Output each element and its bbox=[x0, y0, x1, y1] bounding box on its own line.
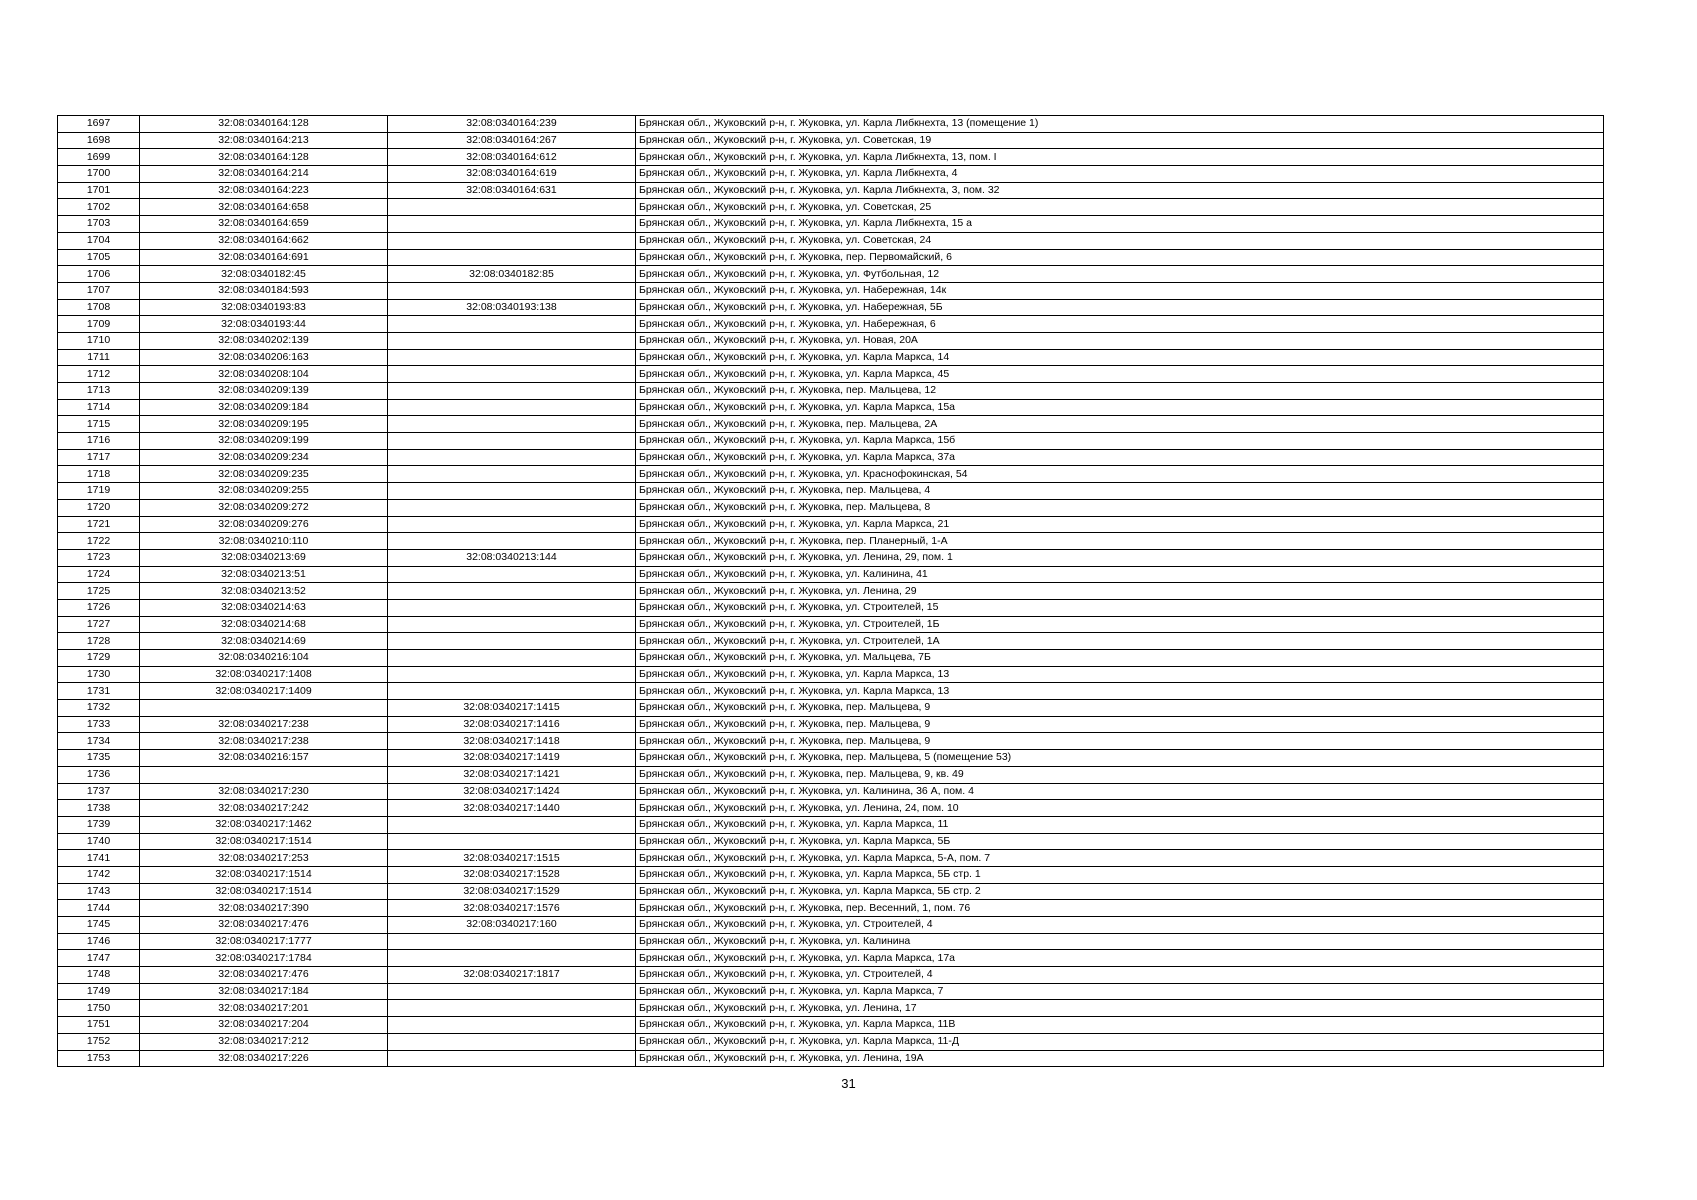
address-cell: Брянская обл., Жуковский р-н, г. Жуковка, пер. Мальцева, 9 bbox=[636, 733, 1604, 750]
address-cell: Брянская обл., Жуковский р-н, г. Жуковка, ул. Строителей, 4 bbox=[636, 917, 1604, 934]
object-cadastral-number-cell bbox=[388, 349, 636, 366]
object-cadastral-number-cell bbox=[388, 933, 636, 950]
row-number-cell: 1751 bbox=[58, 1017, 140, 1034]
cadastral-number-cell: 32:08:0340164:213 bbox=[140, 132, 388, 149]
cadastral-number-cell: 32:08:0340217:1514 bbox=[140, 883, 388, 900]
row-number-cell: 1709 bbox=[58, 316, 140, 333]
row-number-cell: 1749 bbox=[58, 983, 140, 1000]
row-number-cell: 1707 bbox=[58, 282, 140, 299]
address-cell: Брянская обл., Жуковский р-н, г. Жуковка, пер. Мальцева, 9 bbox=[636, 700, 1604, 717]
table-row bbox=[58, 917, 1604, 934]
address-cell: Брянская обл., Жуковский р-н, г. Жуковка, ул. Краснофокинская, 54 bbox=[636, 466, 1604, 483]
table-row bbox=[58, 483, 1604, 500]
row-number-cell: 1710 bbox=[58, 332, 140, 349]
address-cell: Брянская обл., Жуковский р-н, г. Жуковка, ул. Строителей, 15 bbox=[636, 599, 1604, 616]
object-cadastral-number-cell bbox=[388, 566, 636, 583]
row-number-cell: 1723 bbox=[58, 549, 140, 566]
row-number-cell: 1738 bbox=[58, 800, 140, 817]
table-row bbox=[58, 716, 1604, 733]
cadastral-number-cell: 32:08:0340164:659 bbox=[140, 216, 388, 233]
table-row bbox=[58, 983, 1604, 1000]
object-cadastral-number-cell bbox=[388, 816, 636, 833]
address-cell: Брянская обл., Жуковский р-н, г. Жуковка, ул. Калинина bbox=[636, 933, 1604, 950]
object-cadastral-number-cell: 32:08:0340217:1576 bbox=[388, 900, 636, 917]
row-number-cell: 1744 bbox=[58, 900, 140, 917]
row-number-cell: 1734 bbox=[58, 733, 140, 750]
object-cadastral-number-cell: 32:08:0340217:1424 bbox=[388, 783, 636, 800]
object-cadastral-number-cell: 32:08:0340217:1529 bbox=[388, 883, 636, 900]
table-row bbox=[58, 232, 1604, 249]
table-row bbox=[58, 833, 1604, 850]
table-row bbox=[58, 132, 1604, 149]
address-cell: Брянская обл., Жуковский р-н, г. Жуковка, ул. Строителей, 1А bbox=[636, 633, 1604, 650]
cadastral-number-cell bbox=[140, 700, 388, 717]
address-cell: Брянская обл., Жуковский р-н, г. Жуковка, ул. Карла Маркса, 13 bbox=[636, 666, 1604, 683]
cadastral-number-cell: 32:08:0340184:593 bbox=[140, 282, 388, 299]
table-row bbox=[58, 349, 1604, 366]
row-number-cell: 1699 bbox=[58, 149, 140, 166]
address-cell: Брянская обл., Жуковский р-н, г. Жуковка, ул. Ленина, 29 bbox=[636, 583, 1604, 600]
table-row bbox=[58, 282, 1604, 299]
row-number-cell: 1732 bbox=[58, 700, 140, 717]
object-cadastral-number-cell bbox=[388, 683, 636, 700]
object-cadastral-number-cell bbox=[388, 516, 636, 533]
object-cadastral-number-cell bbox=[388, 249, 636, 266]
table-row bbox=[58, 683, 1604, 700]
table-row bbox=[58, 1017, 1604, 1034]
row-number-cell: 1698 bbox=[58, 132, 140, 149]
object-cadastral-number-cell: 32:08:0340217:1416 bbox=[388, 716, 636, 733]
address-cell: Брянская обл., Жуковский р-н, г. Жуковка, пер. Весенний, 1, пом. 76 bbox=[636, 900, 1604, 917]
cadastral-number-cell: 32:08:0340214:69 bbox=[140, 633, 388, 650]
cadastral-number-cell: 32:08:0340209:234 bbox=[140, 449, 388, 466]
row-number-cell: 1730 bbox=[58, 666, 140, 683]
address-cell: Брянская обл., Жуковский р-н, г. Жуковка, ул. Карла Либкнехта, 15 а bbox=[636, 216, 1604, 233]
row-number-cell: 1724 bbox=[58, 566, 140, 583]
row-number-cell: 1729 bbox=[58, 650, 140, 667]
property-table-body bbox=[58, 116, 1604, 1067]
object-cadastral-number-cell bbox=[388, 983, 636, 1000]
table-row bbox=[58, 266, 1604, 283]
address-cell: Брянская обл., Жуковский р-н, г. Жуковка, ул. Карла Маркса, 11-Д bbox=[636, 1033, 1604, 1050]
table-row bbox=[58, 583, 1604, 600]
cadastral-number-cell: 32:08:0340208:104 bbox=[140, 366, 388, 383]
object-cadastral-number-cell bbox=[388, 332, 636, 349]
row-number-cell: 1731 bbox=[58, 683, 140, 700]
table-row bbox=[58, 933, 1604, 950]
object-cadastral-number-cell: 32:08:0340164:631 bbox=[388, 182, 636, 199]
table-row bbox=[58, 1000, 1604, 1017]
table-row bbox=[58, 533, 1604, 550]
row-number-cell: 1742 bbox=[58, 866, 140, 883]
table-row bbox=[58, 499, 1604, 516]
object-cadastral-number-cell: 32:08:0340217:160 bbox=[388, 917, 636, 934]
page-number: 31 bbox=[841, 1076, 856, 1091]
table-row bbox=[58, 616, 1604, 633]
address-cell: Брянская обл., Жуковский р-н, г. Жуковка, ул. Строителей, 4 bbox=[636, 967, 1604, 984]
row-number-cell: 1743 bbox=[58, 883, 140, 900]
row-number-cell: 1706 bbox=[58, 266, 140, 283]
cadastral-number-cell: 32:08:0340209:184 bbox=[140, 399, 388, 416]
address-cell: Брянская обл., Жуковский р-н, г. Жуковка, ул. Карла Маркса, 5Б стр. 2 bbox=[636, 883, 1604, 900]
table-row bbox=[58, 900, 1604, 917]
cadastral-number-cell: 32:08:0340217:1409 bbox=[140, 683, 388, 700]
table-row bbox=[58, 666, 1604, 683]
row-number-cell: 1739 bbox=[58, 816, 140, 833]
row-number-cell: 1735 bbox=[58, 750, 140, 767]
row-number-cell: 1700 bbox=[58, 166, 140, 183]
address-cell: Брянская обл., Жуковский р-н, г. Жуковка, пер. Мальцева, 4 bbox=[636, 483, 1604, 500]
cadastral-number-cell bbox=[140, 766, 388, 783]
row-number-cell: 1750 bbox=[58, 1000, 140, 1017]
row-number-cell: 1703 bbox=[58, 216, 140, 233]
cadastral-number-cell: 32:08:0340217:1777 bbox=[140, 933, 388, 950]
object-cadastral-number-cell bbox=[388, 199, 636, 216]
address-cell: Брянская обл., Жуковский р-н, г. Жуковка, ул. Строителей, 1Б bbox=[636, 616, 1604, 633]
object-cadastral-number-cell bbox=[388, 466, 636, 483]
cadastral-number-cell: 32:08:0340209:272 bbox=[140, 499, 388, 516]
address-cell: Брянская обл., Жуковский р-н, г. Жуковка, ул. Карла Маркса, 11 bbox=[636, 816, 1604, 833]
row-number-cell: 1740 bbox=[58, 833, 140, 850]
address-cell: Брянская обл., Жуковский р-н, г. Жуковка, ул. Набережная, 6 bbox=[636, 316, 1604, 333]
table-row bbox=[58, 166, 1604, 183]
row-number-cell: 1704 bbox=[58, 232, 140, 249]
table-row bbox=[58, 783, 1604, 800]
object-cadastral-number-cell bbox=[388, 950, 636, 967]
object-cadastral-number-cell: 32:08:0340217:1419 bbox=[388, 750, 636, 767]
cadastral-number-cell: 32:08:0340209:255 bbox=[140, 483, 388, 500]
row-number-cell: 1747 bbox=[58, 950, 140, 967]
cadastral-number-cell: 32:08:0340217:390 bbox=[140, 900, 388, 917]
address-cell: Брянская обл., Жуковский р-н, г. Жуковка, ул. Футбольная, 12 bbox=[636, 266, 1604, 283]
object-cadastral-number-cell: 32:08:0340193:138 bbox=[388, 299, 636, 316]
cadastral-number-cell: 32:08:0340209:276 bbox=[140, 516, 388, 533]
cadastral-number-cell: 32:08:0340193:83 bbox=[140, 299, 388, 316]
table-row bbox=[58, 116, 1604, 133]
row-number-cell: 1711 bbox=[58, 349, 140, 366]
row-number-cell: 1717 bbox=[58, 449, 140, 466]
address-cell: Брянская обл., Жуковский р-н, г. Жуковка, ул. Карла Либкнехта, 13 (помещение 1) bbox=[636, 116, 1604, 133]
table-row bbox=[58, 850, 1604, 867]
table-row bbox=[58, 216, 1604, 233]
cadastral-number-cell: 32:08:0340217:201 bbox=[140, 1000, 388, 1017]
table-row bbox=[58, 733, 1604, 750]
object-cadastral-number-cell bbox=[388, 499, 636, 516]
cadastral-number-cell: 32:08:0340214:63 bbox=[140, 599, 388, 616]
object-cadastral-number-cell: 32:08:0340164:612 bbox=[388, 149, 636, 166]
object-cadastral-number-cell bbox=[388, 383, 636, 400]
row-number-cell: 1721 bbox=[58, 516, 140, 533]
address-cell: Брянская обл., Жуковский р-н, г. Жуковка, пер. Первомайский, 6 bbox=[636, 249, 1604, 266]
cadastral-number-cell: 32:08:0340214:68 bbox=[140, 616, 388, 633]
address-cell: Брянская обл., Жуковский р-н, г. Жуковка, ул. Набережная, 14к bbox=[636, 282, 1604, 299]
property-table bbox=[57, 115, 1604, 1067]
table-row bbox=[58, 1033, 1604, 1050]
object-cadastral-number-cell bbox=[388, 483, 636, 500]
row-number-cell: 1720 bbox=[58, 499, 140, 516]
address-cell: Брянская обл., Жуковский р-н, г. Жуковка, ул. Карла Либкнехта, 4 bbox=[636, 166, 1604, 183]
cadastral-number-cell: 32:08:0340193:44 bbox=[140, 316, 388, 333]
object-cadastral-number-cell bbox=[388, 1000, 636, 1017]
row-number-cell: 1753 bbox=[58, 1050, 140, 1067]
row-number-cell: 1726 bbox=[58, 599, 140, 616]
address-cell: Брянская обл., Жуковский р-н, г. Жуковка, ул. Карла Маркса, 11В bbox=[636, 1017, 1604, 1034]
row-number-cell: 1716 bbox=[58, 433, 140, 450]
table-row bbox=[58, 449, 1604, 466]
address-cell: Брянская обл., Жуковский р-н, г. Жуковка, ул. Карла Либкнехта, 3, пом. 32 bbox=[636, 182, 1604, 199]
cadastral-number-cell: 32:08:0340216:104 bbox=[140, 650, 388, 667]
cadastral-number-cell: 32:08:0340164:128 bbox=[140, 116, 388, 133]
table-row bbox=[58, 566, 1604, 583]
object-cadastral-number-cell: 32:08:0340182:85 bbox=[388, 266, 636, 283]
address-cell: Брянская обл., Жуковский р-н, г. Жуковка, ул. Набережная, 5Б bbox=[636, 299, 1604, 316]
cadastral-number-cell: 32:08:0340217:212 bbox=[140, 1033, 388, 1050]
object-cadastral-number-cell: 32:08:0340217:1415 bbox=[388, 700, 636, 717]
cadastral-number-cell: 32:08:0340209:235 bbox=[140, 466, 388, 483]
cadastral-number-cell: 32:08:0340217:253 bbox=[140, 850, 388, 867]
object-cadastral-number-cell: 32:08:0340217:1421 bbox=[388, 766, 636, 783]
object-cadastral-number-cell bbox=[388, 399, 636, 416]
cadastral-number-cell: 32:08:0340213:69 bbox=[140, 549, 388, 566]
cadastral-number-cell: 32:08:0340217:238 bbox=[140, 733, 388, 750]
object-cadastral-number-cell: 32:08:0340217:1418 bbox=[388, 733, 636, 750]
address-cell: Брянская обл., Жуковский р-н, г. Жуковка, ул. Ленина, 24, пом. 10 bbox=[636, 800, 1604, 817]
object-cadastral-number-cell: 32:08:0340213:144 bbox=[388, 549, 636, 566]
table-row bbox=[58, 650, 1604, 667]
table-row bbox=[58, 332, 1604, 349]
cadastral-number-cell: 32:08:0340217:184 bbox=[140, 983, 388, 1000]
cadastral-number-cell: 32:08:0340217:204 bbox=[140, 1017, 388, 1034]
object-cadastral-number-cell: 32:08:0340217:1817 bbox=[388, 967, 636, 984]
row-number-cell: 1748 bbox=[58, 967, 140, 984]
address-cell: Брянская обл., Жуковский р-н, г. Жуковка, пер. Мальцева, 12 bbox=[636, 383, 1604, 400]
address-cell: Брянская обл., Жуковский р-н, г. Жуковка, ул. Калинина, 36 А, пом. 4 bbox=[636, 783, 1604, 800]
object-cadastral-number-cell bbox=[388, 533, 636, 550]
object-cadastral-number-cell: 32:08:0340217:1440 bbox=[388, 800, 636, 817]
table-row bbox=[58, 249, 1604, 266]
table-row bbox=[58, 433, 1604, 450]
object-cadastral-number-cell bbox=[388, 633, 636, 650]
table-row bbox=[58, 383, 1604, 400]
row-number-cell: 1701 bbox=[58, 182, 140, 199]
table-row bbox=[58, 366, 1604, 383]
row-number-cell: 1718 bbox=[58, 466, 140, 483]
address-cell: Брянская обл., Жуковский р-н, г. Жуковка, ул. Карла Маркса, 5Б стр. 1 bbox=[636, 866, 1604, 883]
table-row bbox=[58, 416, 1604, 433]
address-cell: Брянская обл., Жуковский р-н, г. Жуковка, ул. Карла Либкнехта, 13, пом. I bbox=[636, 149, 1604, 166]
address-cell: Брянская обл., Жуковский р-н, г. Жуковка, пер. Планерный, 1-А bbox=[636, 533, 1604, 550]
cadastral-number-cell: 32:08:0340217:226 bbox=[140, 1050, 388, 1067]
object-cadastral-number-cell bbox=[388, 282, 636, 299]
cadastral-number-cell: 32:08:0340213:52 bbox=[140, 583, 388, 600]
table-row bbox=[58, 516, 1604, 533]
address-cell: Брянская обл., Жуковский р-н, г. Жуковка, ул. Советская, 24 bbox=[636, 232, 1604, 249]
table-row bbox=[58, 950, 1604, 967]
address-cell: Брянская обл., Жуковский р-н, г. Жуковка, ул. Карла Маркса, 13 bbox=[636, 683, 1604, 700]
address-cell: Брянская обл., Жуковский р-н, г. Жуковка, ул. Карла Маркса, 45 bbox=[636, 366, 1604, 383]
address-cell: Брянская обл., Жуковский р-н, г. Жуковка, ул. Карла Маркса, 15б bbox=[636, 433, 1604, 450]
address-cell: Брянская обл., Жуковский р-н, г. Жуковка, ул. Карла Маркса, 5-А, пом. 7 bbox=[636, 850, 1604, 867]
cadastral-number-cell: 32:08:0340210:110 bbox=[140, 533, 388, 550]
cadastral-number-cell: 32:08:0340217:238 bbox=[140, 716, 388, 733]
cadastral-number-cell: 32:08:0340209:195 bbox=[140, 416, 388, 433]
address-cell: Брянская обл., Жуковский р-н, г. Жуковка, ул. Карла Маркса, 17а bbox=[636, 950, 1604, 967]
cadastral-number-cell: 32:08:0340213:51 bbox=[140, 566, 388, 583]
row-number-cell: 1708 bbox=[58, 299, 140, 316]
row-number-cell: 1741 bbox=[58, 850, 140, 867]
object-cadastral-number-cell bbox=[388, 316, 636, 333]
object-cadastral-number-cell bbox=[388, 216, 636, 233]
table-row bbox=[58, 549, 1604, 566]
cadastral-number-cell: 32:08:0340217:1408 bbox=[140, 666, 388, 683]
cadastral-number-cell: 32:08:0340182:45 bbox=[140, 266, 388, 283]
row-number-cell: 1714 bbox=[58, 399, 140, 416]
address-cell: Брянская обл., Жуковский р-н, г. Жуковка, пер. Мальцева, 8 bbox=[636, 499, 1604, 516]
cadastral-number-cell: 32:08:0340217:230 bbox=[140, 783, 388, 800]
address-cell: Брянская обл., Жуковский р-н, г. Жуковка, ул. Ленина, 29, пом. 1 bbox=[636, 549, 1604, 566]
row-number-cell: 1728 bbox=[58, 633, 140, 650]
object-cadastral-number-cell bbox=[388, 1017, 636, 1034]
object-cadastral-number-cell: 32:08:0340164:239 bbox=[388, 116, 636, 133]
address-cell: Брянская обл., Жуковский р-н, г. Жуковка, ул. Новая, 20А bbox=[636, 332, 1604, 349]
cadastral-number-cell: 32:08:0340164:658 bbox=[140, 199, 388, 216]
object-cadastral-number-cell bbox=[388, 616, 636, 633]
row-number-cell: 1697 bbox=[58, 116, 140, 133]
row-number-cell: 1715 bbox=[58, 416, 140, 433]
row-number-cell: 1733 bbox=[58, 716, 140, 733]
cadastral-number-cell: 32:08:0340164:223 bbox=[140, 182, 388, 199]
table-row bbox=[58, 149, 1604, 166]
address-cell: Брянская обл., Жуковский р-н, г. Жуковка, ул. Карла Маркса, 15а bbox=[636, 399, 1604, 416]
table-row bbox=[58, 700, 1604, 717]
cadastral-number-cell: 32:08:0340217:476 bbox=[140, 967, 388, 984]
cadastral-number-cell: 32:08:0340164:128 bbox=[140, 149, 388, 166]
cadastral-number-cell: 32:08:0340164:691 bbox=[140, 249, 388, 266]
row-number-cell: 1705 bbox=[58, 249, 140, 266]
object-cadastral-number-cell: 32:08:0340164:619 bbox=[388, 166, 636, 183]
address-cell: Брянская обл., Жуковский р-н, г. Жуковка, ул. Карла Маркса, 21 bbox=[636, 516, 1604, 533]
table-row bbox=[58, 883, 1604, 900]
row-number-cell: 1719 bbox=[58, 483, 140, 500]
address-cell: Брянская обл., Жуковский р-н, г. Жуковка, ул. Карла Маркса, 5Б bbox=[636, 833, 1604, 850]
table-row bbox=[58, 199, 1604, 216]
row-number-cell: 1752 bbox=[58, 1033, 140, 1050]
address-cell: Брянская обл., Жуковский р-н, г. Жуковка, ул. Советская, 25 bbox=[636, 199, 1604, 216]
object-cadastral-number-cell bbox=[388, 583, 636, 600]
cadastral-number-cell: 32:08:0340217:242 bbox=[140, 800, 388, 817]
address-cell: Брянская обл., Жуковский р-н, г. Жуковка, пер. Мальцева, 5 (помещение 53) bbox=[636, 750, 1604, 767]
address-cell: Брянская обл., Жуковский р-н, г. Жуковка, ул. Карла Маркса, 37а bbox=[636, 449, 1604, 466]
table-row bbox=[58, 816, 1604, 833]
row-number-cell: 1725 bbox=[58, 583, 140, 600]
object-cadastral-number-cell bbox=[388, 433, 636, 450]
cadastral-number-cell: 32:08:0340217:1514 bbox=[140, 866, 388, 883]
address-cell: Брянская обл., Жуковский р-н, г. Жуковка, ул. Мальцева, 7Б bbox=[636, 650, 1604, 667]
row-number-cell: 1702 bbox=[58, 199, 140, 216]
cadastral-number-cell: 32:08:0340206:163 bbox=[140, 349, 388, 366]
cadastral-number-cell: 32:08:0340217:1784 bbox=[140, 950, 388, 967]
row-number-cell: 1745 bbox=[58, 917, 140, 934]
object-cadastral-number-cell: 32:08:0340217:1528 bbox=[388, 866, 636, 883]
object-cadastral-number-cell bbox=[388, 650, 636, 667]
table-row bbox=[58, 766, 1604, 783]
table-row bbox=[58, 633, 1604, 650]
address-cell: Брянская обл., Жуковский р-н, г. Жуковка, пер. Мальцева, 9, кв. 49 bbox=[636, 766, 1604, 783]
cadastral-number-cell: 32:08:0340164:214 bbox=[140, 166, 388, 183]
address-cell: Брянская обл., Жуковский р-н, г. Жуковка, ул. Советская, 19 bbox=[636, 132, 1604, 149]
row-number-cell: 1722 bbox=[58, 533, 140, 550]
row-number-cell: 1746 bbox=[58, 933, 140, 950]
object-cadastral-number-cell bbox=[388, 1050, 636, 1067]
address-cell: Брянская обл., Жуковский р-н, г. Жуковка, ул. Ленина, 19А bbox=[636, 1050, 1604, 1067]
cadastral-number-cell: 32:08:0340217:476 bbox=[140, 917, 388, 934]
object-cadastral-number-cell bbox=[388, 599, 636, 616]
object-cadastral-number-cell bbox=[388, 232, 636, 249]
cadastral-number-cell: 32:08:0340209:199 bbox=[140, 433, 388, 450]
table-row bbox=[58, 466, 1604, 483]
cadastral-number-cell: 32:08:0340164:662 bbox=[140, 232, 388, 249]
address-cell: Брянская обл., Жуковский р-н, г. Жуковка, пер. Мальцева, 9 bbox=[636, 716, 1604, 733]
table-row bbox=[58, 967, 1604, 984]
table-row bbox=[58, 399, 1604, 416]
address-cell: Брянская обл., Жуковский р-н, г. Жуковка, ул. Ленина, 17 bbox=[636, 1000, 1604, 1017]
address-cell: Брянская обл., Жуковский р-н, г. Жуковка, пер. Мальцева, 2А bbox=[636, 416, 1604, 433]
object-cadastral-number-cell bbox=[388, 1033, 636, 1050]
object-cadastral-number-cell bbox=[388, 366, 636, 383]
cadastral-number-cell: 32:08:0340217:1462 bbox=[140, 816, 388, 833]
table-row bbox=[58, 750, 1604, 767]
cadastral-number-cell: 32:08:0340202:139 bbox=[140, 332, 388, 349]
row-number-cell: 1737 bbox=[58, 783, 140, 800]
row-number-cell: 1736 bbox=[58, 766, 140, 783]
table-row bbox=[58, 866, 1604, 883]
table-row bbox=[58, 1050, 1604, 1067]
address-cell: Брянская обл., Жуковский р-н, г. Жуковка, ул. Карла Маркса, 7 bbox=[636, 983, 1604, 1000]
table-row bbox=[58, 182, 1604, 199]
row-number-cell: 1713 bbox=[58, 383, 140, 400]
cadastral-number-cell: 32:08:0340217:1514 bbox=[140, 833, 388, 850]
table-row bbox=[58, 299, 1604, 316]
cadastral-number-cell: 32:08:0340209:139 bbox=[140, 383, 388, 400]
address-cell: Брянская обл., Жуковский р-н, г. Жуковка, ул. Карла Маркса, 14 bbox=[636, 349, 1604, 366]
row-number-cell: 1727 bbox=[58, 616, 140, 633]
object-cadastral-number-cell bbox=[388, 416, 636, 433]
object-cadastral-number-cell: 32:08:0340164:267 bbox=[388, 132, 636, 149]
cadastral-number-cell: 32:08:0340216:157 bbox=[140, 750, 388, 767]
object-cadastral-number-cell bbox=[388, 833, 636, 850]
table-row bbox=[58, 316, 1604, 333]
object-cadastral-number-cell bbox=[388, 666, 636, 683]
table-row bbox=[58, 800, 1604, 817]
address-cell: Брянская обл., Жуковский р-н, г. Жуковка, ул. Калинина, 41 bbox=[636, 566, 1604, 583]
table-row bbox=[58, 599, 1604, 616]
row-number-cell: 1712 bbox=[58, 366, 140, 383]
object-cadastral-number-cell: 32:08:0340217:1515 bbox=[388, 850, 636, 867]
object-cadastral-number-cell bbox=[388, 449, 636, 466]
